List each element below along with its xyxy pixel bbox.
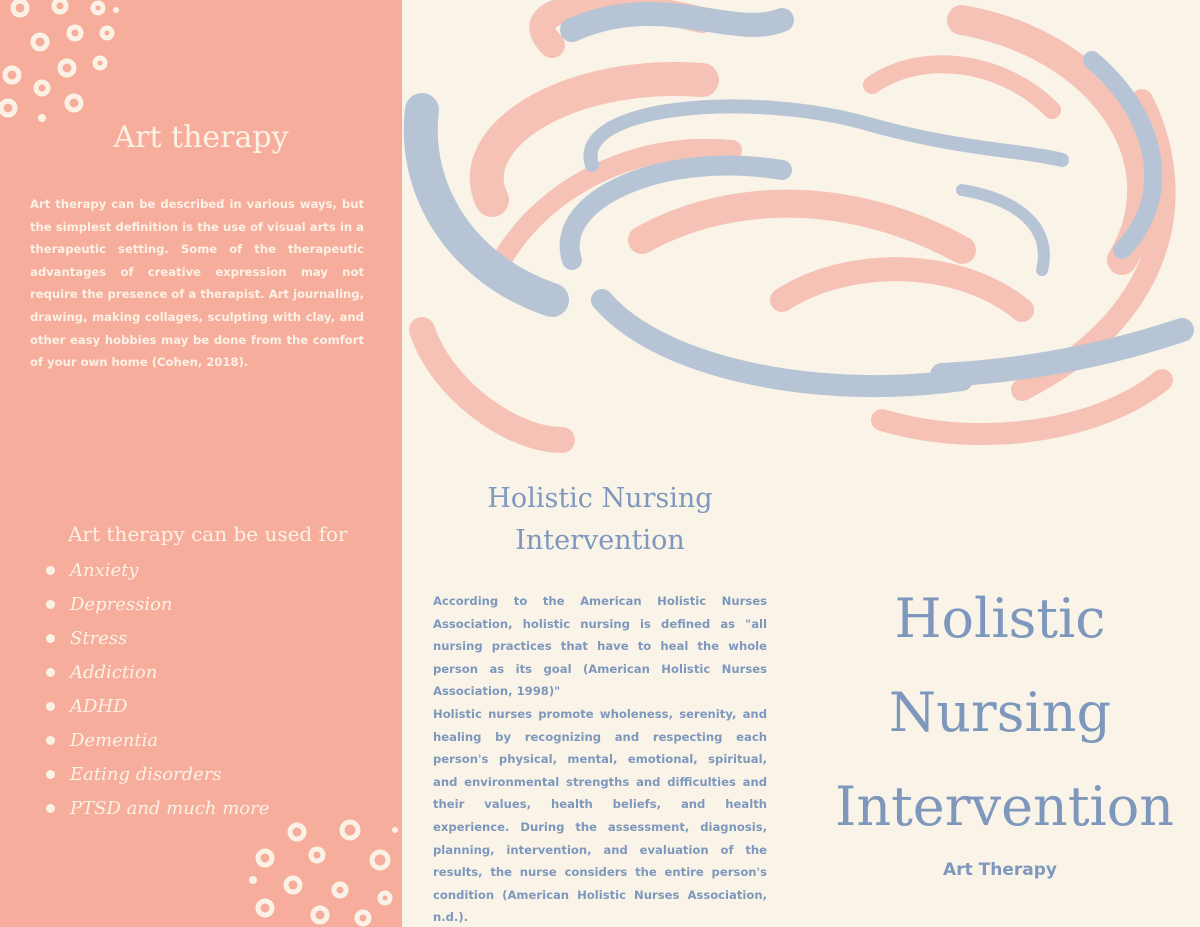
list-item: Dementia bbox=[46, 726, 269, 760]
cover-subtitle: Art Therapy bbox=[943, 860, 1057, 880]
left-panel bbox=[0, 0, 402, 927]
bullet-icon bbox=[46, 668, 55, 677]
uses-list bbox=[46, 556, 269, 828]
bullet-icon bbox=[46, 634, 55, 643]
list-item: Eating disorders bbox=[46, 760, 269, 794]
bullet-icon bbox=[46, 566, 55, 575]
bullet-icon bbox=[46, 770, 55, 779]
decorative-dots-top bbox=[0, 0, 130, 130]
brush-stroke-art bbox=[402, 0, 1200, 470]
definition-paragraph: According to the American Holistic Nurses Association, holistic nursing is defined as "all nursing practices that have to heal the whole person as its goal (American Holistic Nurses Association, 1998)" bbox=[433, 594, 767, 699]
cover-title-line-1: Holistic bbox=[894, 587, 1106, 650]
bullet-icon bbox=[46, 804, 55, 813]
holistic-nurses-paragraph: Holistic nurses promote wholeness, serenity, and healing by recognizing and respecting each person's physical, mental, emotional, spiritual, and environmental strengths and difficulties and their values, health beliefs, and health experience. During the assessment, diagnosis, planning, intervention, and evaluation of the results, the nurse considers the entire person's condition (American Holistic Nurses Association, n.d.). bbox=[433, 707, 767, 925]
bullet-icon bbox=[46, 702, 55, 711]
cover-title-line-2: Nursing bbox=[888, 681, 1112, 744]
list-item: ADHD bbox=[46, 692, 269, 726]
list-item: Stress bbox=[46, 624, 269, 658]
list-item: PTSD and much more bbox=[46, 794, 269, 828]
decorative-dots-bottom bbox=[245, 810, 402, 927]
cover-title-line-3: Intervention bbox=[835, 775, 1175, 838]
uses-heading: Art therapy can be used for bbox=[68, 522, 348, 546]
list-item: Addiction bbox=[46, 658, 269, 692]
list-item: Depression bbox=[46, 590, 269, 624]
holistic-nursing-heading: Holistic Nursing Intervention bbox=[487, 483, 713, 556]
art-therapy-paragraph: Art therapy can be described in various ways, but the simplest definition is the use of visual arts in a therapeutic setting. Some of the therapeutic advantages of creative expression may not require the presence of a therapist. Art journaling, drawing, making collages, sculpting with clay, and other easy hobbies may be done from the comfort of your own home (Cohen, 2018). bbox=[30, 197, 364, 370]
cover-title bbox=[835, 572, 1175, 854]
right-panel bbox=[402, 0, 1200, 927]
art-therapy-heading: Art therapy bbox=[113, 120, 289, 155]
bullet-icon bbox=[46, 736, 55, 745]
bullet-icon bbox=[46, 600, 55, 609]
list-item: Anxiety bbox=[46, 556, 269, 590]
